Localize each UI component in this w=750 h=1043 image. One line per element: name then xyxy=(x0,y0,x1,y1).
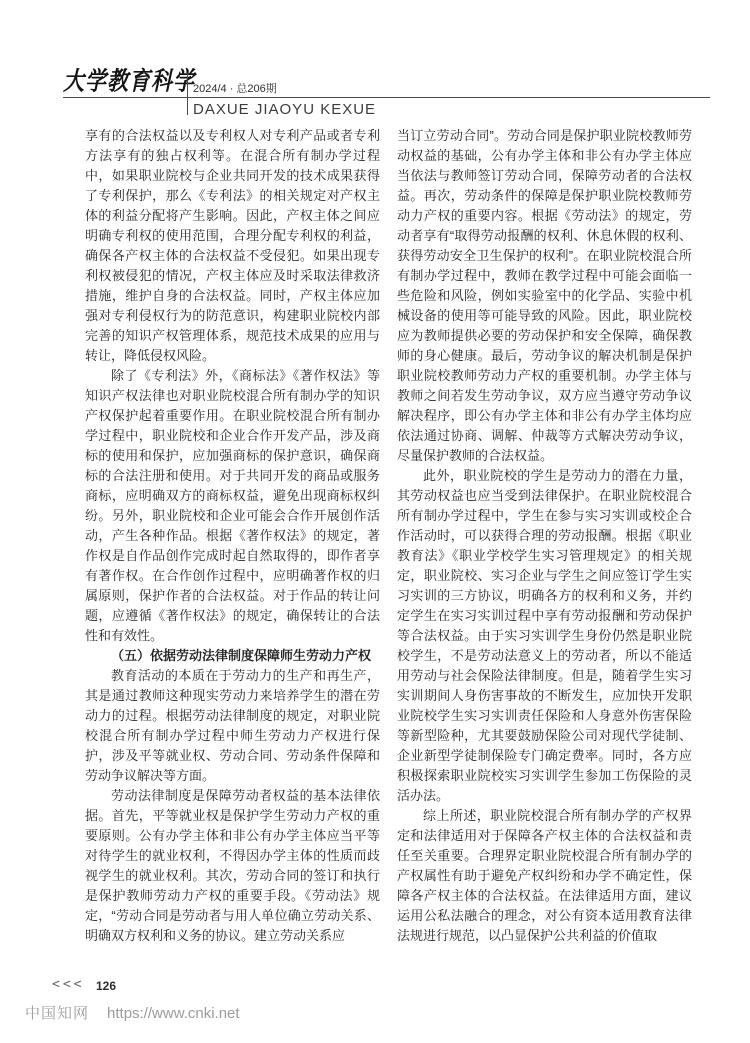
cnki-watermark-name: 中国知网 xyxy=(25,1005,90,1022)
page-number: 126 xyxy=(96,979,117,993)
article-body xyxy=(85,126,692,946)
paragraph: 综上所述，职业院校混合所有制办学的产权界定和法律适用对于保障各产权主体的合法权益和责任至关重要。合理界定职业院校混合所有制办学的产权属性有助于避免产权纠纷和办学不确定性，保障各产权主体的合法权益。在法律适用方面，建议运用公私法融合的理念，对公有资本适用教育法律法规进行规范，以凸显保护公共利益的价值取 xyxy=(397,808,692,943)
journal-logo: 大学教育科学 xyxy=(63,65,195,96)
paragraph: 除了《专利法》外，《商标法》《著作权法》等知识产权法律也对职业院校混合所有制办学的知识产权保护起着重要作用。在职业院校混合所有制办学过程中，职业院校和企业合作开发产品，涉及商标的使用和保护，应加强商标的保护意识，确保商标的合法注册和使用。对于共同开发的商品或服务商标，应明确双方的商标权益，避免出现商标权纠纷。另外，职业院校和企业可能会合作开展创作活动，产生各种作品。根据《著作权法》的规定，著作权是自作品创作完成时起自然取得的，即作者享有著作权。在合作创作过程中，应明确著作权的归属原则，保护作者的合法权益。对于作品的转让问题，应遵循《著作权法》的规定，确保转让的合法性和有效性。 xyxy=(85,368,380,643)
journal-pinyin: DAXUE JIAOYU KEXUE xyxy=(193,101,377,118)
left-column xyxy=(85,126,380,946)
journal-header xyxy=(63,60,710,118)
cnki-watermark-url: https://www.cnki.net xyxy=(107,1005,240,1022)
paragraph: 享有的合法权益以及专利权人对专利产品或者专利方法享有的独占权利等。在混合所有制办学过程中，如果职业院校与企业共同开发的技术成果获得了专利保护，那么《专利法》的相关规定对产权主体的利益分配将产生影响。因此，产权主体之间应明确专利权的使用范围，合理分配专利权的利益，确保各产权主体的合法权益不受侵犯。如果出现专利权被侵犯的情况，产权主体应及时采取法律救济措施，维护自身的合法权益。同时，产权主体应加强对专利侵权行为的防范意识，构建职业院校内部完善的知识产权管理体系，规范技术成果的应用与转让，降低侵权风险。 xyxy=(85,128,380,363)
paragraph: 此外，职业院校的学生是劳动力的潜在力量，其劳动权益也应当受到法律保护。在职业院校混合所有制办学过程中，学生在参与实习实训或校企合作活动时，可以获得合理的劳动报酬。根据《职业教育法》《职业学校学生实习管理规定》的相关规定，职业院校、实习企业与学生之间应签订学生实习实训的三方协议，明确各方的权利和义务，并约定学生在实习实训过程中享有劳动报酬和劳动保护等合法权益。由于实习实训学生身份仍然是职业院校学生，不是劳动法意义上的劳动者，所以不能适用劳动与社会保险法律制度。但是，随着学生实习实训期间人身伤害事故的不断发生，应加快开发职业院校学生实习实训责任保险和人身意外伤害保险等新型险种，尤其要鼓励保险公司对现代学徒制、企业新型学徒制保险专门确定费率。同时，各方应积极探索职业院校实习实训学生参加工伤保险的灵活办法。 xyxy=(397,468,692,803)
paragraph: 当订立劳动合同”。劳动合同是保护职业院校教师劳动权益的基础，公有办学主体和非公有办学主体应当依法与教师签订劳动合同，保障劳动者的合法权益。再次，劳动条件的保障是保护职业院校教师劳动力产权的重要内容。根据《劳动法》的规定，劳动者享有“取得劳动报酬的权利、休息休假的权利、获得劳动安全卫生保护的权利”。在职业院校混合所有制办学过程中，教师在教学过程中可能会面临一些危险和风险，例如实验室中的化学品、实验中机械设备的使用等可能导致的风险。因此，职业院校应为教师提供必要的劳动保护和安全保障，确保教师的身心健康。最后，劳动争议的解决机制是保护职业院校教师劳动力产权的重要机制。办学主体与教师之间若发生劳动争议，双方应当遵守劳动争议解决程序，即公有办学主体和非公有办学主体均应依法通过协商、调解、仲裁等方式解决劳动争议，尽量保护教师的合法权益。 xyxy=(397,128,692,463)
paragraph: 劳动法律制度是保障劳动者权益的基本法律依据。首先，平等就业权是保护学生劳动力产权的重要原则。公有办学主体和非公有办学主体应当平等对待学生的就业权利，不得因办学主体的性质而歧视学生的就业权利。其次，劳动合同的签订和执行是保护教师劳动力产权的重要手段。《劳动法》规定，“劳动合同是劳动者与用人单位确立劳动关系、明确双方权利和义务的协议。建立劳动关系应 xyxy=(85,788,380,943)
right-column xyxy=(397,126,692,946)
header-vertical-divider xyxy=(187,73,188,115)
issue-info: 2024/4 · 总206期 xyxy=(193,83,277,95)
section-heading: （五）依据劳动法律制度保障师生劳动力产权 xyxy=(111,648,372,663)
page-nav-arrows: <<< xyxy=(52,977,85,992)
paragraph: 教育活动的本质在于劳动力的生产和再生产，其是通过教师这种现实劳动力来培养学生的潜在劳动力的过程。根据劳动法律制度的规定，对职业院校混合所有制办学过程中师生劳动力产权进行保护，涉及平等就业权、劳动合同、劳动条件保障和劳动争议解决等方面。 xyxy=(85,668,380,783)
cnki-watermark xyxy=(25,1002,240,1023)
header-rule xyxy=(63,97,710,98)
